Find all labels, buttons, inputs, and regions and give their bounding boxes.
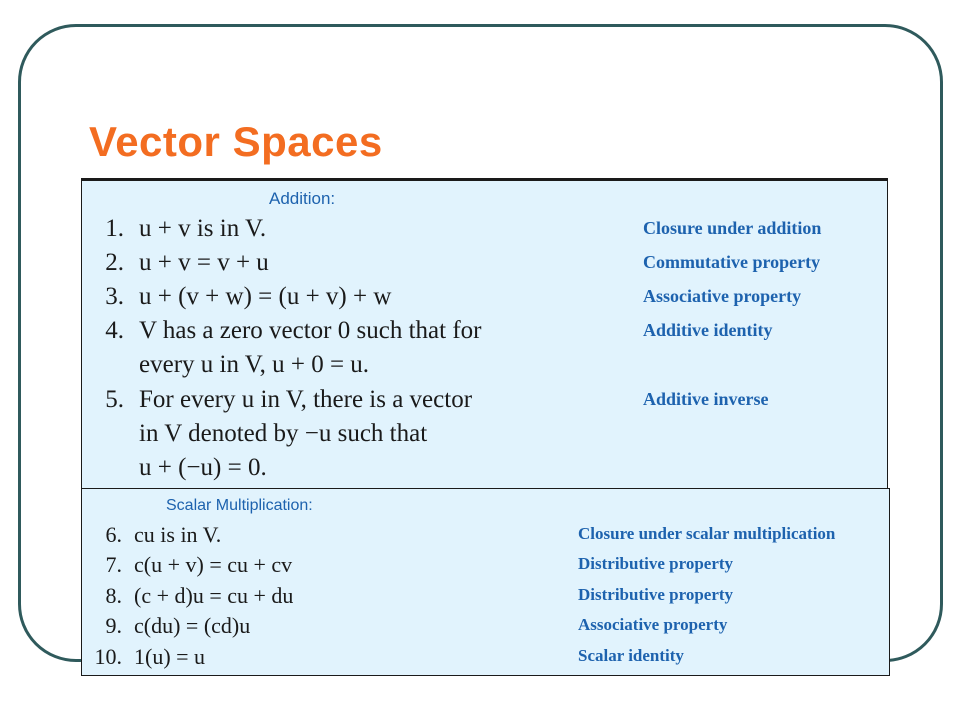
- axiom-number: 8.: [105, 583, 122, 608]
- axiom-property: Closure under scalar multiplication: [578, 524, 836, 543]
- axiom-number: 3.: [105, 283, 124, 310]
- addition-axioms-panel: [81, 178, 888, 490]
- slide-title: Vector Spaces: [89, 118, 383, 165]
- axiom-statement: V has a zero vector 0 such that for: [139, 317, 482, 344]
- axiom-property: Closure under addition: [643, 218, 822, 238]
- axiom-number: 2.: [105, 249, 124, 276]
- axiom-property: Commutative property: [643, 252, 821, 272]
- addition-heading: Addition:: [269, 189, 336, 208]
- axiom-property: Additive identity: [643, 320, 773, 340]
- axiom-number: 10.: [94, 644, 122, 669]
- axiom-number: 9.: [105, 613, 122, 638]
- axiom-property: Additive inverse: [643, 389, 769, 409]
- axiom-statement-continued: u + (−u) = 0.: [139, 454, 267, 481]
- axiom-number: 4.: [105, 317, 124, 344]
- axiom-statement: c(u + v) = cu + cv: [134, 552, 293, 577]
- axiom-property: Scalar identity: [578, 646, 684, 665]
- axiom-statement: 1(u) = u: [134, 644, 206, 669]
- axiom-number: 7.: [105, 552, 122, 577]
- axiom-number: 5.: [105, 386, 124, 413]
- axiom-statement: (c + d)u = cu + du: [134, 583, 294, 608]
- axiom-property: Associative property: [643, 286, 802, 306]
- axiom-statement: u + (v + w) = (u + v) + w: [139, 283, 392, 310]
- axiom-statement: u + v is in V.: [139, 215, 267, 242]
- axiom-number: 1.: [105, 215, 124, 242]
- axiom-property: Distributive property: [578, 585, 734, 604]
- axiom-statement: u + v = v + u: [139, 249, 269, 276]
- axiom-number: 6.: [105, 522, 122, 547]
- axiom-statement-continued: every u in V, u + 0 = u.: [139, 351, 370, 378]
- scalar-axioms-panel: [81, 488, 890, 676]
- axiom-property: Distributive property: [578, 554, 734, 573]
- axiom-property: Associative property: [578, 615, 728, 634]
- axiom-statement: For every u in V, there is a vector: [139, 386, 473, 413]
- axiom-statement: cu is in V.: [134, 522, 222, 547]
- axiom-statement: c(du) = (cd)u: [134, 613, 251, 638]
- scalar-heading: Scalar Multiplication:: [166, 497, 313, 514]
- axiom-statement-continued: in V denoted by −u such that: [139, 420, 428, 447]
